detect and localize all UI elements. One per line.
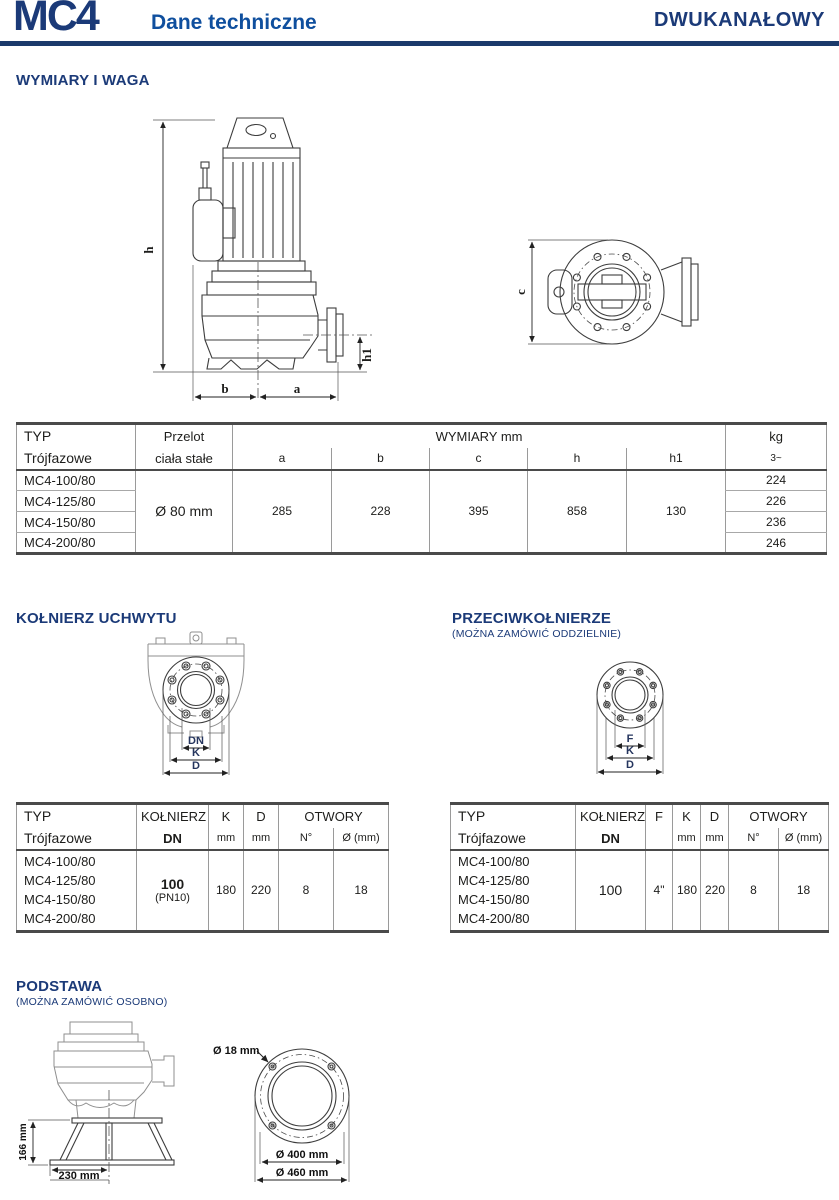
cell-kg: 236	[726, 512, 827, 533]
cell-dn	[137, 850, 209, 932]
col-header-n: N°	[279, 828, 334, 850]
counterflange-table	[450, 802, 829, 933]
pump-side-outline	[193, 118, 343, 369]
dim-label-width: 230 mm	[58, 1170, 100, 1182]
col-header-k: K	[209, 804, 244, 828]
flange-face	[163, 657, 229, 723]
table-row	[17, 470, 827, 491]
cell-k: 180	[673, 850, 701, 932]
dimension-lines	[163, 122, 360, 397]
type-item: MC4-125/80	[458, 873, 530, 889]
header-rule	[0, 41, 839, 46]
col-header-d: D	[701, 804, 729, 828]
section-title-counterflange: PRZECIWKOŁNIERZE	[452, 610, 612, 627]
dn-value: 100	[160, 876, 185, 893]
product-logo: MC4	[13, 0, 98, 40]
col-header-f-unit	[646, 828, 673, 850]
dim-label-d: D	[192, 760, 200, 772]
support-flange-table	[16, 802, 389, 933]
col-header-h1: h1	[627, 448, 726, 470]
table-row	[17, 850, 389, 932]
pump-ghost-outline	[54, 1022, 174, 1118]
cell-types	[17, 850, 137, 932]
table-row	[451, 850, 829, 932]
section-title-dimensions: WYMIARY I WAGA	[16, 72, 150, 89]
base-side-view-drawing	[20, 1020, 205, 1188]
dim-label-h1: h1	[359, 348, 374, 362]
type-item: MC4-200/80	[24, 911, 96, 927]
dimensions-table	[16, 422, 827, 555]
dim-label-k: K	[192, 747, 200, 759]
pump-type-label: DWUKANAŁOWY	[653, 9, 825, 31]
cell-a: 285	[233, 470, 332, 554]
cell-d: 220	[701, 850, 729, 932]
cell-typ: MC4-100/80	[17, 470, 136, 491]
col-header-typ-sub: Trójfazowe	[17, 828, 137, 850]
cell-h: 858	[528, 470, 627, 554]
cell-kg: 246	[726, 533, 827, 554]
col-header-d-unit: mm	[701, 828, 729, 850]
col-header-passage-1: Przelot	[136, 424, 233, 448]
counterflange-face	[597, 662, 663, 728]
col-header-kg: kg	[726, 424, 827, 448]
type-item: MC4-200/80	[458, 911, 530, 927]
cell-c: 395	[430, 470, 528, 554]
col-header-b: b	[332, 448, 430, 470]
col-header-a: a	[233, 448, 332, 470]
cell-passage-value: Ø 80 mm	[136, 470, 233, 554]
col-header-dn: DN	[576, 828, 646, 850]
col-header-f: F	[646, 804, 673, 828]
col-header-dn: DN	[137, 828, 209, 850]
dim-label-dn: DN	[188, 735, 204, 747]
section-subtitle-base: (MOŻNA ZAMÓWIĆ OSOBNO)	[16, 996, 168, 1008]
dimension-lines	[33, 1122, 107, 1170]
col-header-typ: TYP	[24, 428, 52, 445]
cell-diam: 18	[779, 850, 829, 932]
cell-n: 8	[279, 850, 334, 932]
dim-label-outer-diameter: Ø 460 mm	[275, 1167, 329, 1179]
dim-label-bolt-circle: Ø 400 mm	[275, 1149, 329, 1161]
counterflange-drawing	[592, 648, 672, 782]
dim-label-height: 166 mm	[18, 1123, 29, 1161]
support-flange-drawing	[140, 630, 252, 780]
col-header-typ-sub: Trójfazowe	[17, 448, 136, 470]
dim-label-h: h	[141, 246, 156, 254]
cell-f: 4"	[646, 850, 673, 932]
section-title-flange: KOŁNIERZ UCHWYTU	[16, 610, 177, 627]
type-item: MC4-100/80	[458, 854, 530, 870]
col-header-dimensions-group: WYMIARY mm	[233, 424, 726, 448]
col-header-d: D	[244, 804, 279, 828]
col-header-d-unit: mm	[244, 828, 279, 850]
dim-label-a: a	[293, 381, 301, 396]
bolt-circle-centerline	[261, 1055, 344, 1138]
cell-typ: MC4-200/80	[24, 535, 96, 550]
dim-label-b: b	[221, 381, 229, 396]
dim-label-c: c	[513, 289, 528, 295]
dim-extension-lines	[528, 240, 608, 344]
cell-kg: 224	[726, 470, 827, 491]
col-header-c: c	[430, 448, 528, 470]
col-header-kolnierz: KOŁNIERZ	[576, 804, 646, 828]
col-header-k-unit: mm	[209, 828, 244, 850]
type-item: MC4-150/80	[24, 892, 96, 908]
page-title: Dane techniczne	[151, 11, 317, 34]
cell-b: 228	[332, 470, 430, 554]
col-header-kg-sub: 3~	[726, 448, 827, 470]
col-header-typ: TYP	[24, 808, 52, 825]
cell-kg: 226	[726, 491, 827, 512]
cell-typ: MC4-125/80	[17, 491, 136, 512]
cell-n: 8	[729, 850, 779, 932]
dim-label-d: D	[626, 759, 634, 771]
pump-top-view-drawing	[513, 228, 732, 356]
cell-types	[451, 850, 576, 932]
pump-bottom-outline	[148, 632, 244, 737]
cell-dn: 100	[576, 850, 646, 932]
dn-note: (PN10)	[155, 892, 190, 905]
cell-h1: 130	[627, 470, 726, 554]
base-plate-outline	[255, 1049, 349, 1143]
col-header-k: K	[673, 804, 701, 828]
section-subtitle-counterflange: (MOŻNA ZAMÓWIĆ ODDZIELNIE)	[452, 628, 622, 640]
col-header-otwory: OTWORY	[279, 804, 389, 828]
stand-outline	[50, 1118, 174, 1165]
type-item: MC4-100/80	[24, 854, 96, 870]
col-header-otwory: OTWORY	[729, 804, 829, 828]
cell-diam: 18	[334, 850, 389, 932]
cell-d: 220	[244, 850, 279, 932]
col-header-k-unit: mm	[673, 828, 701, 850]
col-header-typ: TYP	[458, 808, 486, 825]
pump-side-view-drawing	[141, 110, 400, 405]
col-header-n: N°	[729, 828, 779, 850]
col-header-typ-sub: Trójfazowe	[451, 828, 576, 850]
col-header-passage-2: ciała stałe	[136, 448, 233, 470]
col-header-kolnierz: KOŁNIERZ	[137, 804, 209, 828]
type-item: MC4-150/80	[458, 892, 530, 908]
base-plan-view-drawing	[205, 1030, 405, 1198]
section-title-base: PODSTAWA	[16, 978, 103, 995]
col-header-diam: Ø (mm)	[779, 828, 829, 850]
cell-k: 180	[209, 850, 244, 932]
col-header-h: h	[528, 448, 627, 470]
dim-label-k: K	[626, 745, 634, 757]
type-item: MC4-125/80	[24, 873, 96, 889]
cell-typ: MC4-150/80	[17, 512, 136, 533]
dim-label-f: F	[626, 733, 634, 745]
bolt-circle-centerline	[574, 254, 650, 330]
dim-label-hole-diameter: Ø 18 mm	[213, 1045, 260, 1057]
col-header-diam: Ø (mm)	[334, 828, 389, 850]
